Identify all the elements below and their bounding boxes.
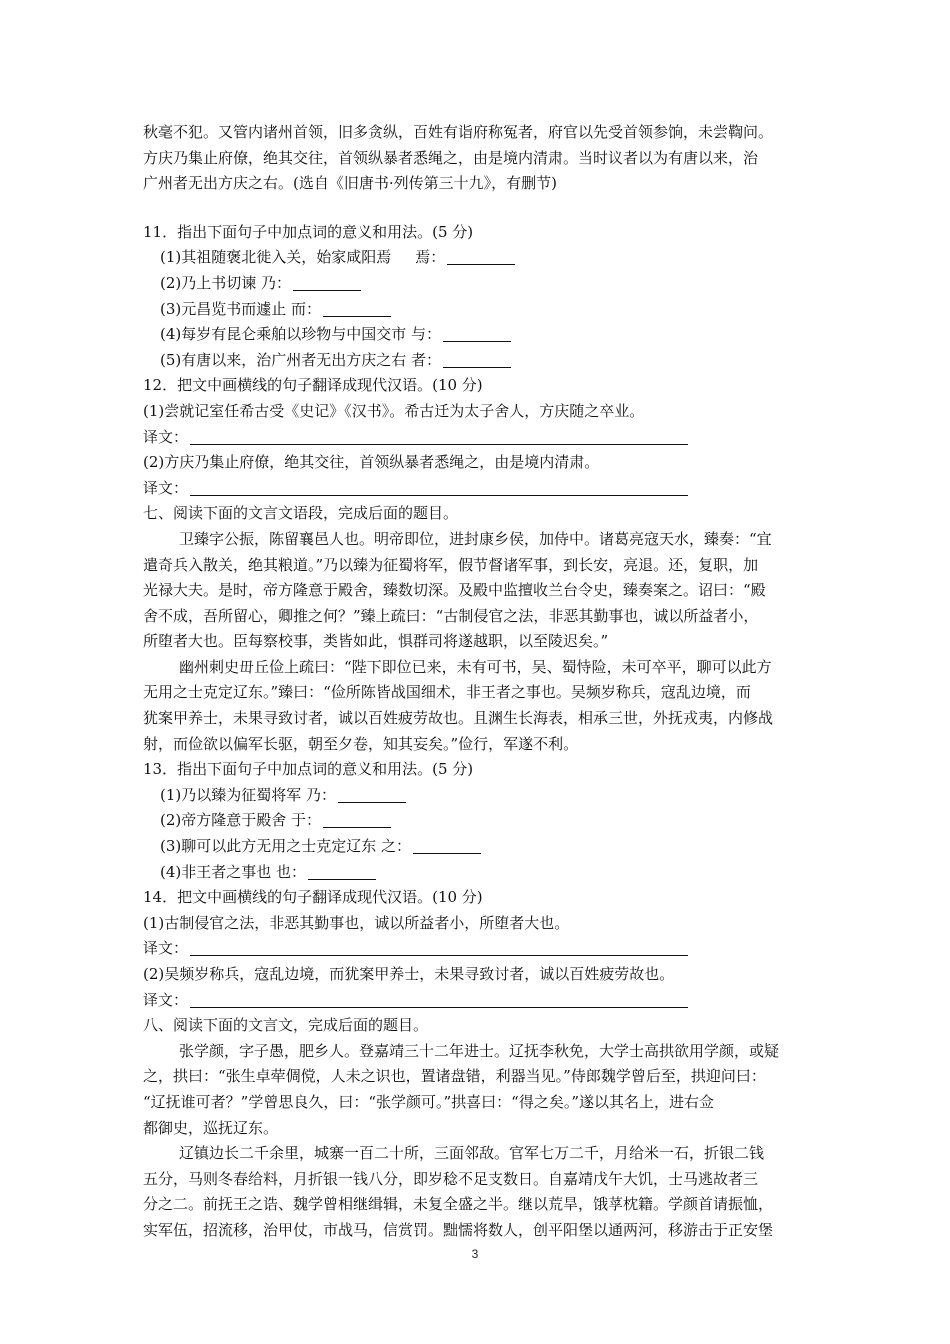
translation-row (143, 425, 811, 451)
translation-label: 译文： (143, 478, 189, 497)
text-line: 无用之士克定辽东。”臻曰：“俭所陈皆战国细术，非王者之事也。吴频岁称兵，寇乱边境，而 (143, 683, 751, 702)
text-line: 舍不成，吾所留心，卿推之何？”臻上疏曰：“古制侵官之法，非恶其勤事也，诚以所益者小， (143, 606, 759, 625)
question-13 (143, 757, 811, 885)
answer-blank[interactable] (443, 325, 511, 342)
text-line: 所堕者大也。臣每察校事，类皆如此，惧群司将遂越职，以至陵迟矣。” (143, 632, 609, 651)
text-line: “辽抚谁可者？”学曾思良久，曰：“张学颜可。”拱喜曰：“得之矣。”遂以其名上，进右佥 (143, 1092, 715, 1111)
answer-blank[interactable] (447, 248, 515, 265)
question-item (143, 808, 811, 834)
item-key: 焉： (415, 248, 446, 267)
question-item (143, 322, 811, 348)
text-line: 分之二。前抚王之诰、魏学曾相继缉辑，未复全盛之半。继以荒旱，饿莩枕籍。学颜首请振恤， (143, 1195, 774, 1214)
translate-sentence: (1)古制侵官之法，非恶其勤事也，诚以所益者小，所堕者大也。 (143, 913, 570, 932)
translate-sentence: (2)方庆乃集止府僚，绝其交往，首领纵暴者悉绳之，由是境内清肃。 (143, 453, 600, 472)
answer-blank[interactable] (308, 863, 376, 880)
answer-blank[interactable] (323, 811, 391, 828)
item-text: (3)元昌览书而遽止 而： (160, 299, 322, 318)
text-line: 实军伍，招流移，治甲仗，市战马，信赏罚。黜懦将数人，创平阳堡以通两河，移游击于正安堡 (143, 1220, 774, 1239)
question-12 (143, 373, 811, 501)
translation-blank[interactable] (190, 428, 688, 445)
item-text: (4)非王者之事也 也： (160, 862, 307, 881)
text-line: 方庆乃集止府僚，绝其交往，首领纵暴者悉绳之，由是境内清肃。当时议者以为有唐以来，治 (143, 148, 759, 167)
question-item (143, 834, 811, 860)
text-line: 卫臻字公振，陈留襄邑人也。明帝即位，进封康乡侯，加侍中。诸葛亮寇天水，臻奏：“宜 (179, 529, 772, 548)
item-text: (1)乃以臻为征蜀将军 乃： (160, 785, 337, 804)
text-line: 五分，马则冬春给料，月折银一钱八分，即岁稔不足支数日。自嘉靖戊午大饥，士马逃故者三 (143, 1169, 759, 1188)
text-line: 遣奇兵入散关，绝其粮道。”乃以臻为征蜀将军，假节督诸军事，到长安，亮退。还，复职，加 (143, 555, 759, 574)
question-item (143, 860, 811, 886)
section-7 (143, 501, 811, 757)
text-line: 射，而俭欲以偏军长驱，朝至夕卷，知其妄矣。”俭行，军遂不利。 (143, 734, 579, 753)
question-item (143, 245, 811, 271)
section-8 (143, 1013, 811, 1243)
answer-blank[interactable] (443, 351, 511, 368)
question-title: 11．指出下面句子中加点词的意义和用法。(5 分) (143, 222, 474, 241)
document-page (143, 120, 811, 1244)
question-title: 12．把文中画横线的句子翻译成现代汉语。(10 分) (143, 376, 483, 395)
translate-sentence: (2)吴频岁称兵，寇乱边境，而犹案甲养士，未果寻致讨者，诚以百姓疲劳故也。 (143, 965, 675, 983)
translation-blank[interactable] (190, 939, 688, 956)
translation-row (143, 988, 811, 1014)
text-line: 之，拱曰：“张生卓荦倜傥，人未之识也，置诸盘错，利器当见。”侍郎魏学曾后至，拱迎问曰： (143, 1067, 766, 1086)
question-item (143, 348, 811, 374)
text-line: 幽州刺史毌丘俭上疏曰：“陛下即位已来，未有可书，吴、蜀恃险，未可卒平，聊可以此方 (179, 657, 772, 676)
translation-label: 译文： (143, 427, 189, 446)
question-item (143, 783, 811, 809)
question-14 (143, 885, 811, 1013)
passage-end (143, 120, 811, 197)
answer-blank[interactable] (293, 274, 361, 291)
text-line: 广州者无出方庆之右。(选自《旧唐书·列传第三十九》，有删节) (143, 174, 557, 193)
text-line: 辽镇边长二千余里，城寨一百二十所，三面邻敌。官军七万二千，月给米一石，折银二钱 (179, 1144, 765, 1163)
question-title: 14．把文中画横线的句子翻译成现代汉语。(10 分) (143, 888, 483, 907)
page-number: 3 (471, 1247, 479, 1261)
translation-label: 译文： (143, 939, 189, 958)
question-11 (143, 220, 811, 374)
translation-row (143, 476, 811, 502)
section-heading: 八、阅读下面的文言文，完成后面的题目。 (143, 1016, 429, 1035)
item-text: (2)帝方隆意于殿舍 于： (160, 811, 322, 830)
question-title: 13．指出下面句子中加点词的意义和用法。(5 分) (143, 760, 474, 779)
question-item (143, 271, 811, 297)
translation-label: 译文： (143, 990, 189, 1009)
item-text: (2)乃上书切谏 乃： (160, 273, 292, 292)
item-text: (1)其祖随褒北徙入关，始家咸阳焉 (160, 248, 392, 267)
answer-blank[interactable] (323, 300, 391, 317)
translation-row (143, 936, 811, 962)
item-text: (5)有唐以来，治广州者无出方庆之右 者： (160, 350, 442, 369)
text-line: 张学颜，字子愚，肥乡人。登嘉靖三十二年进士。辽抚李秋免，大学士高拱欲用学颜，或疑 (179, 1041, 780, 1060)
question-item (143, 297, 811, 323)
item-text: (3)聊可以此方无用之士克定辽东 之： (160, 837, 412, 856)
text-line: 光禄大夫。是时，帝方隆意于殿舍，臻数切深。及殿中监擅收兰台令史，臻奏案之。诏曰：“殿 (143, 581, 766, 600)
translation-blank[interactable] (190, 991, 688, 1008)
item-text: (4)每岁有昆仑乘舶以珍物与中国交市 与： (160, 325, 442, 344)
section-heading: 七、阅读下面的文言文语段，完成后面的题目。 (143, 504, 459, 523)
text-line: 犹案甲养士，未果寻致讨者，诚以百姓疲劳故也。且渊生长海表，相承三世，外抚戎夷，内修战 (143, 709, 774, 728)
translate-sentence: (1)尝就记室任希古受《史记》《汉书》。希古迁为太子舍人，方庆随之卒业。 (143, 401, 645, 420)
answer-blank[interactable] (413, 837, 481, 854)
text-line: 秋毫不犯。又管内诸州首领，旧多贪纵，百姓有诣府称冤者，府官以先受首领参饷，未尝鞫问。 (143, 123, 774, 141)
translation-blank[interactable] (190, 479, 688, 496)
text-line: 都御史，巡抚辽东。 (143, 1118, 279, 1137)
answer-blank[interactable] (338, 786, 406, 803)
